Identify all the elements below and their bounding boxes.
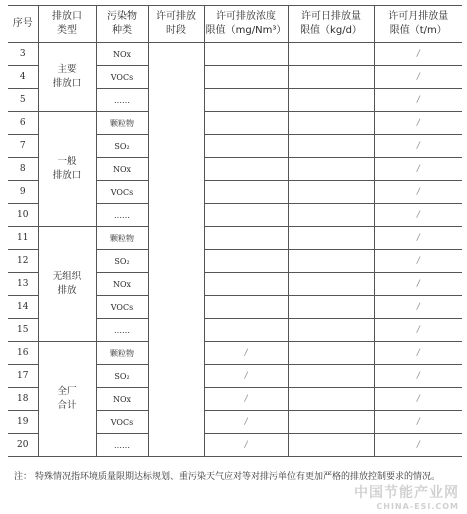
seq-cell: 7 [8, 135, 38, 158]
watermark-cn: 中国节能产业网 [354, 485, 459, 501]
daily-limit-cell [288, 296, 374, 319]
outlet-type-cell: 全厂 合计 [38, 342, 96, 457]
daily-limit-cell [288, 388, 374, 411]
watermark [354, 482, 459, 511]
conc-limit-cell [204, 181, 288, 204]
monthly-limit-cell: / [374, 135, 462, 158]
monthly-limit-cell: / [374, 66, 462, 89]
conc-limit-cell [204, 250, 288, 273]
pollutant-cell: 颗粒物 [96, 227, 148, 250]
daily-limit-cell [288, 227, 374, 250]
table-row [8, 112, 462, 135]
monthly-limit-cell: / [374, 434, 462, 457]
pollutant-cell: SO₂ [96, 250, 148, 273]
monthly-limit-cell: / [374, 319, 462, 342]
conc-limit-cell: / [204, 411, 288, 434]
conc-limit-cell: / [204, 388, 288, 411]
daily-limit-cell [288, 411, 374, 434]
seq-cell: 5 [8, 89, 38, 112]
table-row [8, 43, 462, 66]
pollutant-cell: 颗粒物 [96, 342, 148, 365]
header-monthly-limit: 许可月排放量 限值（t/m） [374, 6, 462, 43]
watermark-en: CHINA-ESI.COM [376, 502, 459, 511]
period-cell [148, 43, 204, 457]
outlet-type-cell: 主要 排放口 [38, 43, 96, 112]
table-body [8, 43, 462, 457]
conc-limit-cell [204, 319, 288, 342]
conc-limit-cell [204, 158, 288, 181]
seq-cell: 8 [8, 158, 38, 181]
footnote-label: 注： [14, 472, 33, 482]
pollutant-cell: VOCs [96, 66, 148, 89]
conc-limit-cell [204, 227, 288, 250]
seq-cell: 11 [8, 227, 38, 250]
header-period: 许可排放 时段 [148, 6, 204, 43]
footnote-text: 特殊情况指环境质量限期达标规划、重污染天气应对等对排污单位有更加严格的排放控制要求的情况。 [35, 472, 441, 482]
seq-cell: 4 [8, 66, 38, 89]
monthly-limit-cell: / [374, 250, 462, 273]
outlet-type-cell: 一般 排放口 [38, 112, 96, 227]
daily-limit-cell [288, 135, 374, 158]
monthly-limit-cell: / [374, 43, 462, 66]
conc-limit-cell [204, 204, 288, 227]
daily-limit-cell [288, 342, 374, 365]
daily-limit-cell [288, 250, 374, 273]
pollutant-cell: NOx [96, 158, 148, 181]
daily-limit-cell [288, 43, 374, 66]
conc-limit-cell: / [204, 434, 288, 457]
pollutant-cell: VOCs [96, 411, 148, 434]
monthly-limit-cell: / [374, 158, 462, 181]
header-outlet-type: 排放口 类型 [38, 6, 96, 43]
seq-cell: 13 [8, 273, 38, 296]
seq-cell: 9 [8, 181, 38, 204]
seq-cell: 18 [8, 388, 38, 411]
header-conc-limit: 许可排放浓度 限值（mg/Nm³） [204, 6, 288, 43]
daily-limit-cell [288, 365, 374, 388]
daily-limit-cell [288, 434, 374, 457]
header-daily-limit: 许可日排放量 限值（kg/d） [288, 6, 374, 43]
monthly-limit-cell: / [374, 181, 462, 204]
daily-limit-cell [288, 319, 374, 342]
table-row [8, 342, 462, 365]
seq-cell: 14 [8, 296, 38, 319]
pollutant-cell: VOCs [96, 181, 148, 204]
seq-cell: 10 [8, 204, 38, 227]
conc-limit-cell [204, 43, 288, 66]
conc-limit-cell [204, 89, 288, 112]
seq-cell: 17 [8, 365, 38, 388]
header-row [8, 6, 462, 43]
table-row [8, 227, 462, 250]
daily-limit-cell [288, 204, 374, 227]
pollutant-cell: …… [96, 89, 148, 112]
pollutant-cell: NOx [96, 388, 148, 411]
conc-limit-cell [204, 66, 288, 89]
pollutant-cell: …… [96, 434, 148, 457]
header-seq: 序号 [8, 6, 38, 43]
pollutant-cell: NOx [96, 43, 148, 66]
pollutant-cell: …… [96, 319, 148, 342]
conc-limit-cell [204, 112, 288, 135]
pollutant-cell: NOx [96, 273, 148, 296]
monthly-limit-cell: / [374, 204, 462, 227]
daily-limit-cell [288, 66, 374, 89]
seq-cell: 19 [8, 411, 38, 434]
pollutant-cell: …… [96, 204, 148, 227]
monthly-limit-cell: / [374, 273, 462, 296]
seq-cell: 20 [8, 434, 38, 457]
monthly-limit-cell: / [374, 388, 462, 411]
monthly-limit-cell: / [374, 227, 462, 250]
pollutant-cell: 颗粒物 [96, 112, 148, 135]
seq-cell: 6 [8, 112, 38, 135]
conc-limit-cell [204, 273, 288, 296]
daily-limit-cell [288, 89, 374, 112]
pollutant-cell: SO₂ [96, 135, 148, 158]
seq-cell: 12 [8, 250, 38, 273]
conc-limit-cell: / [204, 365, 288, 388]
header-pollutant: 污染物 种类 [96, 6, 148, 43]
emission-limit-table [8, 5, 462, 457]
pollutant-cell: VOCs [96, 296, 148, 319]
seq-cell: 3 [8, 43, 38, 66]
daily-limit-cell [288, 273, 374, 296]
conc-limit-cell [204, 135, 288, 158]
conc-limit-cell [204, 296, 288, 319]
daily-limit-cell [288, 112, 374, 135]
monthly-limit-cell: / [374, 365, 462, 388]
daily-limit-cell [288, 181, 374, 204]
monthly-limit-cell: / [374, 89, 462, 112]
monthly-limit-cell: / [374, 411, 462, 434]
pollutant-cell: SO₂ [96, 365, 148, 388]
outlet-type-cell: 无组织 排放 [38, 227, 96, 342]
monthly-limit-cell: / [374, 342, 462, 365]
daily-limit-cell [288, 158, 374, 181]
monthly-limit-cell: / [374, 296, 462, 319]
seq-cell: 16 [8, 342, 38, 365]
monthly-limit-cell: / [374, 112, 462, 135]
seq-cell: 15 [8, 319, 38, 342]
conc-limit-cell: / [204, 342, 288, 365]
